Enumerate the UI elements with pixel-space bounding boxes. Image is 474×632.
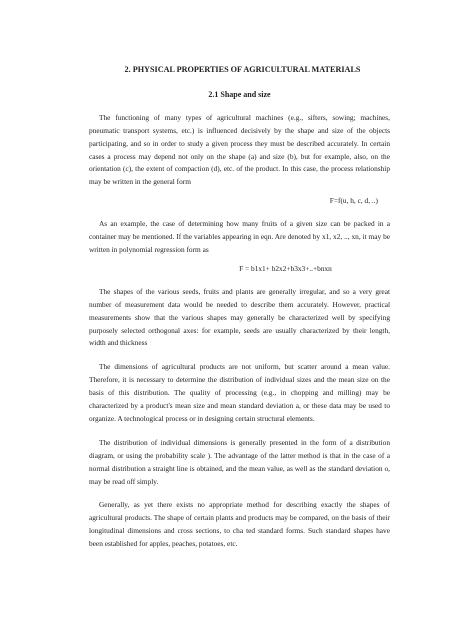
chapter-heading: 2. PHYSICAL PROPERTIES OF AGRICULTURAL MATERIALS <box>124 65 361 74</box>
equation-2: F = b1x1+ b2x2+b3x3+..+bnxn <box>239 263 332 273</box>
paragraph-3: The shapes of the various seeds, fruits and plants are generally irregular, and so a very great number of measurement data would be needed to describe them accurately. However, practical measurements show that the various shapes may generally be characterized well by specifying purposely selected orthogonal axes: for example, seeds are usually characterized by their length, width and thickness <box>89 286 390 348</box>
paragraph-1: The functioning of many types of agricultural machines (e.g., sifters, sowing; machines, pneumatic transport systems, etc.) is influenced decisively by the shape and size of the objects participating, and so in order to study a given process they must be described accurately. In certain cases a process may depend not only on the shape (a) and size (b), but for example, also, on the orientation (c), the extent of compaction (d), etc. of the product. In this case, the process relationship may be written in the general form <box>89 112 390 187</box>
paragraph-4: The dimensions of agricultural products are not uniform, but scatter around a mean value. Therefore, it is necessary to determine the distribution of individual sizes and the mean size on the basis of this distribution. The quality of processing (e.g., in chopping and milling) may be characterized by a product's mean size and mean standard deviation a, or these data may be used to organize. A technological process or in designing certain structural elements. <box>89 362 390 423</box>
document-body <box>89 64 390 562</box>
paragraph-5: The distribution of individual dimensions is generally presented in the form of a distribution diagram, or using the probability scale ). The advantage of the latter method is that in the case of a normal distribution a straight line is obtained, and the mean value, as well as the standard deviation o, may be read off simply. <box>89 437 390 486</box>
paragraph-2: As an example, the case of determining how many fruits of a given size can be packed in a container may be mentioned. If the variables appearing in eqn. Are denoted by x1, x2, .., xn, it may be written in polynomial regression form as <box>89 219 390 254</box>
equation-1: F=f(u, h, c, d, ..) <box>329 196 378 206</box>
paragraph-6: Generally, as yet there exists no appropriate method for describing exactly the shapes of agricultural products. The shape of certain plants and products may be compared, on the basis of their longitudinal dimensions and cross sections, to cha ted standard forms. Such standard shapes have been established for apples, peaches, potatoes, etc. <box>89 500 390 549</box>
section-heading: 2.1 Shape and size <box>208 89 271 99</box>
